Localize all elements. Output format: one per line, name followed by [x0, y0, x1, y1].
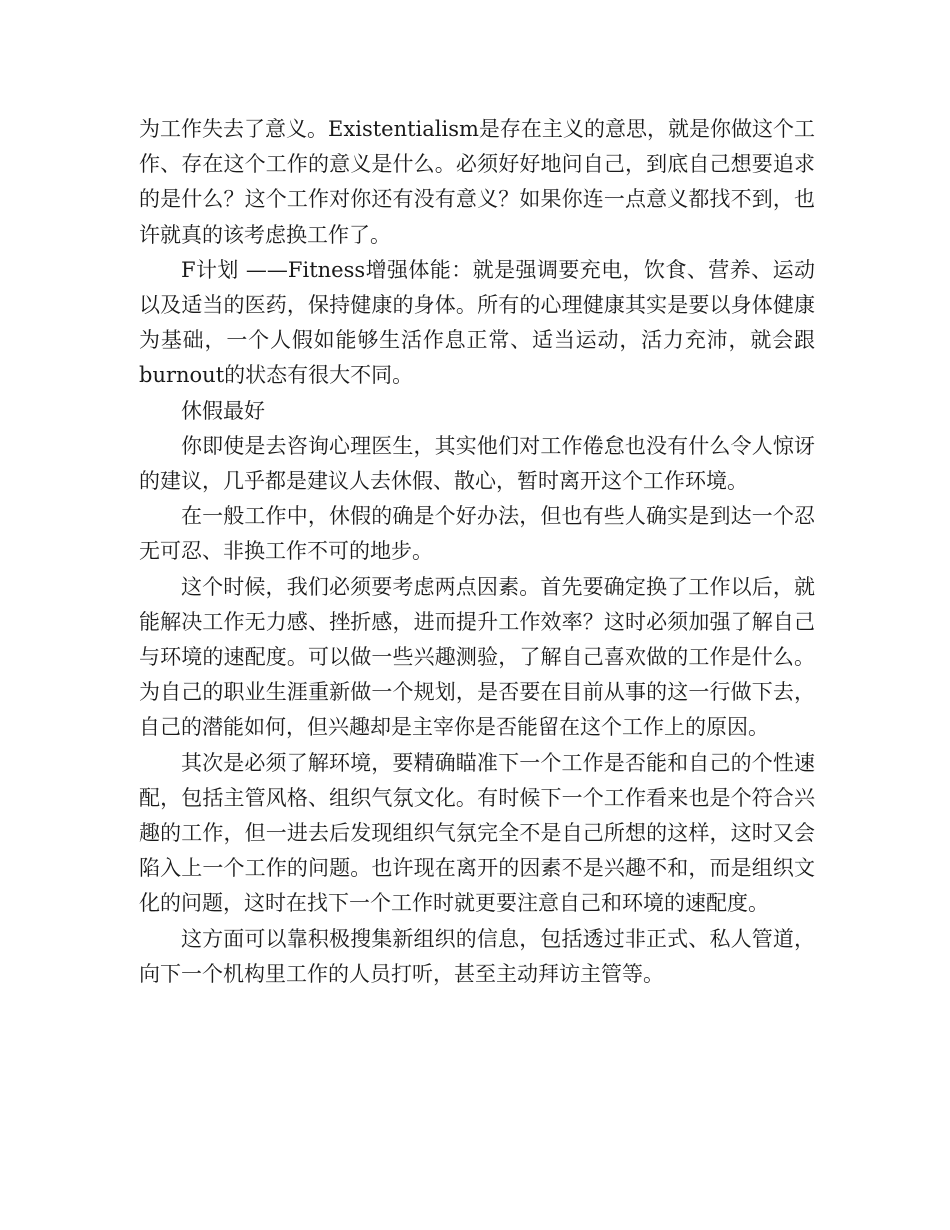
section-heading-vacation: 休假最好 [181, 398, 265, 423]
document-page [139, 112, 815, 992]
paragraph-two-factors: 这个时候，我们必须要考虑两点因素。首先要确定换了工作以后，就能解决工作无力感、挫折感，进而提升工作效率？这时必须加强了解自己与环境的速配度。可以做一些兴趣测验，了解自己喜欢做的工作是什么。为自己的职业生涯重新做一个规划，是否要在目前从事的这一行做下去，自己的潜能如何，但兴趣却是主宰你是否能留在这个工作上的原因。 [139, 574, 815, 740]
paragraph-gather-information: 这方面可以靠积极搜集新组织的信息，包括透过非正式、私人管道，向下一个机构里工作的人员打听，甚至主动拜访主管等。 [139, 926, 815, 986]
paragraph-understand-environment: 其次是必须了解环境，要精确瞄准下一个工作是否能和自己的个性速配，包括主管风格、组织气氛文化。有时候下一个工作看来也是个符合兴趣的工作，但一进去后发现组织气氛完全不是自己所想的这样，这时又会陷入上一个工作的问题。也许现在离开的因素不是兴趣不和，而是组织文化的问题，这时在找下一个工作时就更要注意自己和环境的速配度。 [139, 750, 815, 916]
paragraph-psychologist-advice: 你即使是去咨询心理医生，其实他们对工作倦怠也没有什么令人惊讶的建议，几乎都是建议人去休假、散心，暂时离开这个工作环境。 [139, 433, 815, 494]
paragraph-f-plan-fitness: F计划 ——Fitness增强体能：就是强调要充电，饮食、营养、运动以及适当的医药，保持健康的身体。所有的心理健康其实是要以身体健康为基础，一个人假如能够生活作息正常、适当运动，活力充沛，就会跟burnout的状态有很大不同。 [139, 257, 815, 388]
paragraph-meaning-continuation: 为工作失去了意义。Existentialism是存在主义的意思，就是你做这个工作、存在这个工作的意义是什么。必须好好地问自己，到底自己想要追求的是什么？这个工作对你还有没有意义？如果你连一点意义都找不到，也许就真的该考虑换工作了。 [139, 117, 815, 247]
paragraph-vacation-good-method: 在一般工作中，休假的确是个好办法，但也有些人确实是到达一个忍无可忍、非换工作不可的地步。 [139, 504, 815, 564]
